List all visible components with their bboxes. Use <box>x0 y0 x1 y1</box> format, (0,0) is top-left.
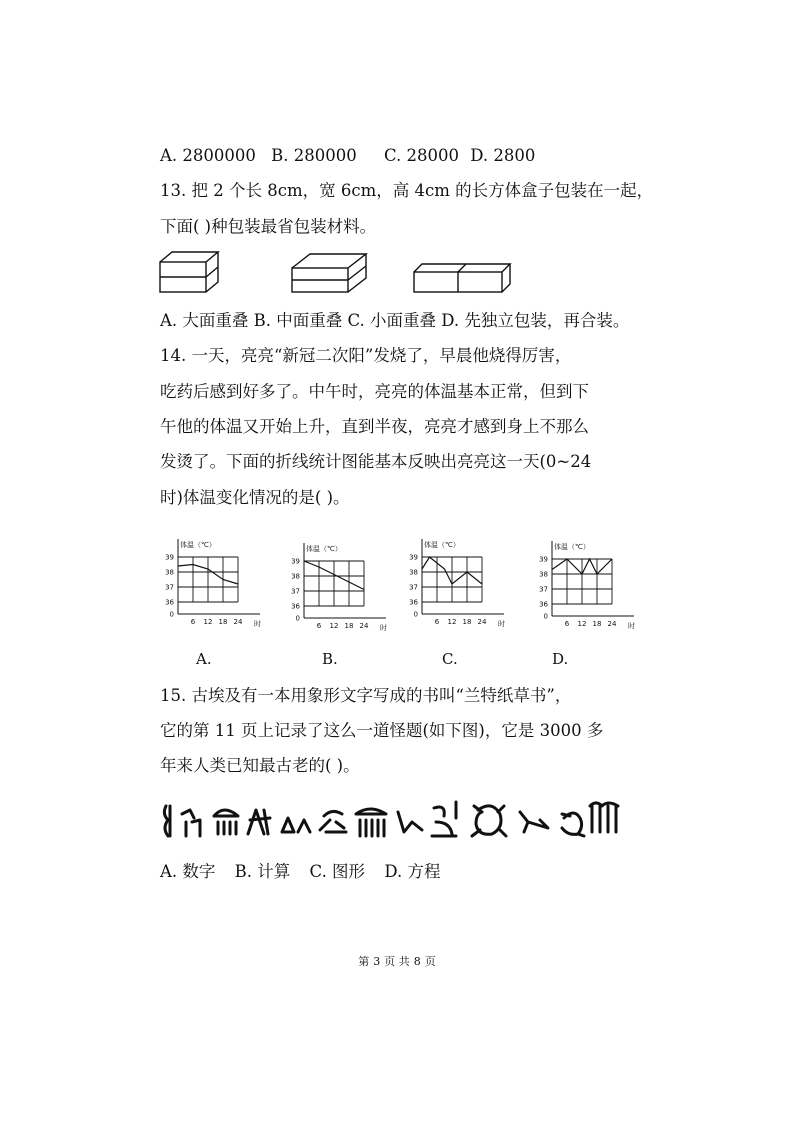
chart-0-y-tick: 39 <box>165 553 174 562</box>
box-figure-small-face <box>414 264 510 292</box>
chart-0-y-tick: 38 <box>165 568 174 577</box>
chart-0-title: 体温（℃） <box>180 541 216 549</box>
chart-0-y-tick: 37 <box>165 583 174 592</box>
q15-option-c: C. 图形 <box>309 862 366 881</box>
chart-0-x-tick: 12 <box>203 618 213 626</box>
footer-prefix: 第 <box>358 955 370 968</box>
q13-line1: 13. 把 2 个长 8cm，宽 6cm，高 4cm 的长方体盒子包装在一起， <box>160 181 654 200</box>
footer-mid: 页 共 <box>384 955 410 968</box>
q12-option-d: D. 2800 <box>470 146 536 165</box>
chart-2-title: 体温（℃） <box>424 541 460 549</box>
chart-3-x-tick: 24 <box>607 620 617 628</box>
q12-option-c: C. 28000 <box>384 146 460 165</box>
chart-3-y-tick: 37 <box>539 585 548 594</box>
chart-1-x-tick: 12 <box>329 622 339 630</box>
chart-3-title: 体温（℃） <box>554 543 590 551</box>
hieroglyph-figure <box>160 792 620 848</box>
q14-line4: 发烫了。下面的折线统计图能基本反映出亮亮这一天(0~24 <box>160 452 592 471</box>
chart-1-y-tick: 36 <box>291 602 300 611</box>
q13-line2: 下面( )种包装最省包装材料。 <box>160 217 377 236</box>
chart-label-a: A. <box>196 650 212 668</box>
chart-0-x-tick: 24 <box>233 618 243 626</box>
q13-box-figures <box>158 250 538 302</box>
q15-line3: 年来人类已知最古老的( )。 <box>160 756 360 775</box>
chart-1-x-tick: 6 <box>316 622 322 630</box>
chart-1-x-label: 时 <box>380 624 387 632</box>
chart-label-c: C. <box>442 650 458 668</box>
chart-2-x-tick: 24 <box>477 618 487 626</box>
page-footer <box>0 953 794 969</box>
q15-option-d: D. 方程 <box>384 862 441 881</box>
chart-0-x-tick: 18 <box>218 618 228 626</box>
chart-3-y-tick: 38 <box>539 570 548 579</box>
chart-3-x-label: 时 <box>628 622 635 630</box>
chart-1-x-tick: 18 <box>344 622 354 630</box>
q12-option-b: B. 280000 <box>271 146 357 165</box>
chart-3-y-tick: 39 <box>539 555 548 564</box>
q14-charts <box>158 518 638 668</box>
chart-2-y-tick: 0 <box>413 610 418 619</box>
chart-2-x-tick: 18 <box>462 618 472 626</box>
footer-total-pages: 8 <box>413 955 421 968</box>
temperature-line-charts <box>158 518 638 638</box>
chart-1-y-tick: 39 <box>291 557 300 566</box>
q13-options: A. 大面重叠 B. 中面重叠 C. 小面重叠 D. 先独立包装，再合装。 <box>160 311 630 330</box>
chart-1-x-tick: 24 <box>359 622 369 630</box>
chart-2-y-tick: 38 <box>409 568 418 577</box>
chart-label-b: B. <box>322 650 338 668</box>
hieroglyph-drawing <box>160 792 620 844</box>
chart-2-x-tick: 12 <box>447 618 457 626</box>
chart-label-d: D. <box>552 650 569 668</box>
q14-line5: 时)体温变化情况的是( )。 <box>160 488 350 507</box>
chart-0-x-label: 时 <box>254 620 261 628</box>
chart-3-y-tick: 0 <box>543 612 548 621</box>
chart-2-x-label: 时 <box>498 620 505 628</box>
footer-suffix: 页 <box>424 955 436 968</box>
q14-line2: 吃药后感到好多了。中午时，亮亮的体温基本正常，但到下 <box>160 382 589 401</box>
chart-2-y-tick: 39 <box>409 553 418 562</box>
box-figure-large-face <box>160 252 218 292</box>
q15-option-a: A. 数字 <box>160 862 216 881</box>
chart-3-x-tick: 18 <box>592 620 602 628</box>
chart-0-y-tick: 0 <box>169 610 174 619</box>
q13-box-drawings <box>158 250 538 298</box>
chart-2-y-tick: 36 <box>409 598 418 607</box>
chart-1-y-tick: 37 <box>291 587 300 596</box>
chart-0-y-tick: 36 <box>165 598 174 607</box>
q14-line3: 午他的体温又开始上升，直到半夜，亮亮才感到身上不那么 <box>160 417 589 436</box>
footer-page-number: 3 <box>373 955 381 968</box>
chart-2-x-tick: 6 <box>434 618 440 626</box>
chart-2-y-tick: 37 <box>409 583 418 592</box>
chart-1-title: 体温（℃） <box>306 545 342 553</box>
q15-option-b: B. 计算 <box>234 862 291 881</box>
chart-3-x-tick: 12 <box>577 620 587 628</box>
chart-1-y-tick: 0 <box>295 614 300 623</box>
q12-option-a: A. 2800000 <box>160 146 256 165</box>
q14-line1: 14. 一天，亮亮“新冠二次阳”发烧了，早晨他烧得厉害， <box>160 346 572 365</box>
box-figure-middle-face <box>292 254 366 292</box>
q15-line2: 它的第 11 页上记录了这么一道怪题(如下图)，它是 3000 多 <box>160 721 604 740</box>
chart-0-x-tick: 6 <box>190 618 196 626</box>
q15-line1: 15. 古埃及有一本用象形文字写成的书叫“兰特纸草书”， <box>160 686 572 705</box>
chart-1-y-tick: 38 <box>291 572 300 581</box>
chart-3-y-tick: 36 <box>539 600 548 609</box>
chart-3-x-tick: 6 <box>564 620 570 628</box>
q12-options <box>160 148 535 165</box>
q15-options <box>160 864 440 881</box>
